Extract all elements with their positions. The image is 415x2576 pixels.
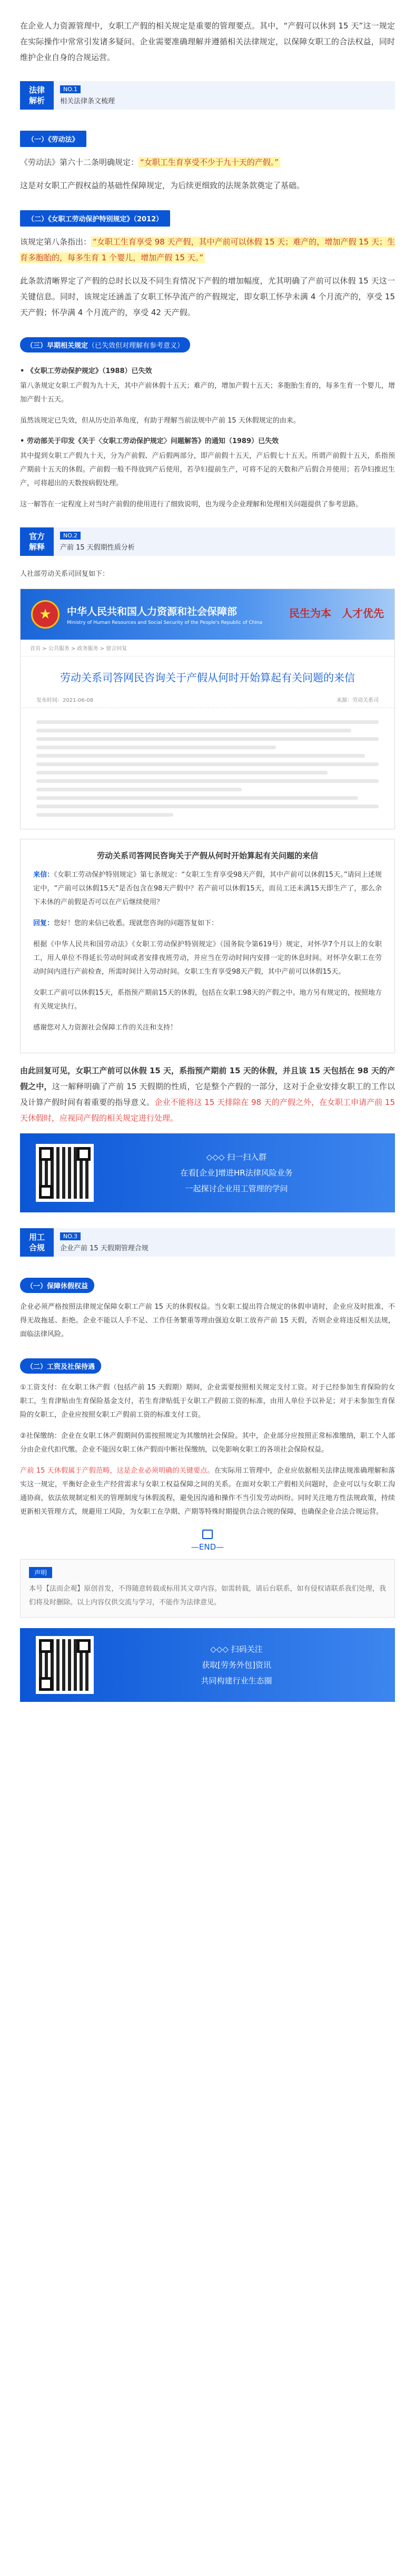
intro-paragraph: 在企业人力资源管理中，女职工产假的相关规定是重要的管理要点。其中，“产假可以休到 15 天”这一规定在实际操作中常常引发诸多疑问。企业需要准确理解并遵循相关法律规定，以保障女职工的合法权益，同时维护企业自身的合规运营。: [20, 21, 395, 62]
wage-paragraph: ①工资支付：在女职工休产假（包括产前 15 天假期）期间，企业需要按照相关规定支付工资。对于已经参加生育保险的女职工，生育津贴由生育保险基金支付，若生育津贴低于女职工产假前工资的标准，由用人单位予以补足；对于未参加生育保险的女职工，企业应按照女职工产假前工资的标准支付工资。: [20, 1384, 395, 1419]
breadcrumb: 首页 > 公共服务 > 政务服务 > 留言回复: [21, 640, 394, 657]
reply-paragraph: 女职工产前可以休假15天，系指预产期前15天的休假，包括在女职工98天的产假之中。地方另有规定的，按照地方有关规定执行。: [33, 989, 382, 1011]
official-letter-screenshot: [20, 589, 395, 829]
official-reply-intro: 人社部劳动关系司回复如下：: [20, 570, 110, 578]
promo-line: 一起探讨企业用工管理的学问: [185, 1184, 288, 1193]
reply-text-card: [20, 839, 395, 1053]
national-emblem-icon: ★: [31, 600, 60, 629]
reply-paragraph: 感谢您对人力资源社会保障工作的关注和支持！: [33, 1024, 177, 1032]
section-header-3: [20, 1228, 395, 1257]
section-subtitle: 企业产前 15 天假期管理合规: [60, 1245, 149, 1252]
promo-line: ◇◇◇ 扫一扫入群: [206, 1152, 267, 1162]
insurance-paragraph: ②社保缴纳：企业在女职工休产假期间仍需按照规定为其缴纳社会保险。其中，企业部分应按照正常标准缴纳，职工个人部分由企业代扣代缴。企业不能因女职工休产假而中断社保缴纳，以免影响女职工的各项社会保险权益。: [20, 1432, 395, 1454]
reply-summary: 由此回复可见，女职工产前可以休假 15 天，系指预产期前 15 天的休假，并且该 15 天包括在 98 天的产假之中，这一解释明确了产前 15 天假期的性质，它是整个产假的一部分，这对于企业安排女职工的工作以及计算产假时间有着重要的指导意义。企业不能将这 15 天排除在 98 天的产假之外，在女职工申请产前 15 天休假时，应视同产假的相关规定进行处理。: [20, 1066, 395, 1123]
subheading-early-rules: （三）早期相关规定（已失效但对理解有参考意义）: [20, 337, 190, 352]
declaration-tag: 声明: [29, 1567, 52, 1578]
reply-card-title: 劳动关系司答网民咨询关于产假从何时开始算起有关问题的来信: [96, 851, 318, 860]
ministry-name: 中华人民共和国人力资源和社会保障部: [67, 605, 238, 618]
section-label: 法律 解析: [20, 81, 54, 110]
inquiry-paragraph: 来信：《女职工劳动保护特别规定》第七条规定：“女职工生育享受98天产假，其中产前可以休假15天。”请问上述规定中，“产前可以休假15天”是否包含在98天产假中？若产前可以休假15天，而员工还未满15天即生产了，那么余下未休的产前假是否可以在产后继续使用？: [33, 871, 382, 906]
qr-code: [36, 1636, 94, 1694]
reply-paragraph: 回复：您好！您的来信已收悉。现就您咨询的问题答复如下：: [33, 919, 219, 927]
ministry-banner: [21, 589, 394, 640]
paragraph-1988-rules: 第八条规定女职工产假为九十天，其中产前休假十五天；难产的，增加产假十五天；多胞胎生育的，每多生育一个婴儿，增加产假十五天。: [20, 382, 395, 404]
letter-date: 发布时间：2021-06-08: [36, 698, 94, 703]
labor-law-quote: “女职工生育享受不少于九十天的产假。”: [139, 157, 280, 168]
subheading-leave-rights: （一）保障休假权益: [20, 1278, 94, 1293]
section-label: 用工 合规: [20, 1228, 54, 1257]
subheading-special-provisions: （二）《女职工劳动保护特别规定》（2012）: [20, 210, 170, 227]
ministry-slogan: 民生为本 人才优先: [289, 607, 384, 620]
bullet-1988-rules: • 《女职工劳动保护规定》（1988）已失效: [20, 367, 152, 375]
section-header-1: [20, 81, 395, 110]
promo-line: 获取[劳务外包]资讯: [202, 1660, 271, 1670]
flower-icon: [202, 1530, 213, 1539]
paragraph-1989-note: 这一解答在一定程度上对当时产前假的使用进行了细致说明，也为现今企业理解和处理相关问题提供了参考思路。: [20, 501, 363, 508]
section-label: 官方 解释: [20, 527, 54, 556]
section-number: NO.2: [60, 532, 81, 540]
section-number: NO.1: [60, 85, 81, 93]
leave-rights-paragraph: 企业必须严格按照法律规定保障女职工产前 15 天的休假权益。当女职工提出符合规定的休假申请时，企业应及时批准，不得无故拖延、拒绝。企业不能以人手不足、工作任务繁重等理由强迫女职工放弃产前 15 天假，否则企业将违反相关法规，面临法律风险。: [20, 1303, 395, 1338]
subheading-labor-law: （一）《劳动法》: [20, 131, 86, 147]
paragraph-1988-note: 虽然该规定已失效，但从历史沿革角度，有助于理解当前法规中产前 15 天休假规定的由来。: [20, 417, 300, 425]
end-marker: —END—: [20, 1530, 395, 1552]
follow-promo-banner[interactable]: [20, 1628, 395, 1702]
promo-line: ◇◇◇ 扫码关注: [210, 1644, 263, 1654]
section-subtitle: 产前 15 天假期性质分析: [60, 544, 135, 552]
letter-title: 劳动关系司答网民咨询关于产假从何时开始算起有关问题的来信: [60, 671, 355, 684]
declaration-box: [20, 1559, 395, 1618]
conclusion-paragraph: 产前 15 天休假属于产假范畴，这是企业必须明确的关键要点。在实际用工管理中，企业应依据相关法律法规准确理解和落实这一规定，平衡好企业生产经营需求与女职工权益保障之间的关系。在面对女职工产假相关问题时，企业可以与女职工沟通协商，依法依规制定相关的管理制度与休假流程，避免因沟通和操作不当引发劳动纠纷。同时关注地方性法规政策，持续更新相关管理方式，规避用工风险，为女职工在孕期、产期等特殊时期提供合法合规的保障，也确保企业合法合规运营。: [20, 1467, 395, 1516]
section-header-2: [20, 527, 395, 556]
promo-line: 在看[企业]增进HR法律风险业务: [180, 1168, 293, 1178]
section-subtitle: 相关法律条文梳理: [60, 97, 115, 105]
special-provisions-note: 此条款清晰界定了产假的总时长以及不同生育情况下产假的增加幅度，尤其明确了产前可以休假 15 天这一关键信息。同时，该规定还涵盖了女职工怀孕流产的产假规定，即女职工怀孕未满 4 个月流产的，享受 15 天产假；怀孕满 4 个月流产的，享受 42 天产假。: [20, 276, 395, 317]
group-promo-banner[interactable]: [20, 1133, 395, 1212]
section-number: NO.3: [60, 1232, 81, 1240]
bullet-1989-notice: • 劳动部关于印发《关于〈女职工劳动保护规定〉问题解答》的通知（1989）已失效: [20, 437, 279, 445]
letter-source: 来源：劳动关系司: [337, 698, 379, 703]
declaration-text: 本号【法而企观】原创首发，不得随意转载或标用其文章内容。如需转载，请后台联系，如有侵权请联系我们处理，我们将及时删除。以上内容仅供交流与学习，不能作为法律意见。: [29, 1585, 386, 1607]
special-provisions-paragraph: 该规定第八条指出： “女职工生育享受 98 天产假，其中产前可以休假 15 天；难产的，增加产假 15 天；生育多胞胎的，每多生育 1 个婴儿，增加产假 15 天。”: [20, 237, 395, 262]
promo-line: 共同构建行业生态圈: [201, 1676, 272, 1686]
reply-paragraph: 根据《中华人民共和国劳动法》《女职工劳动保护特别规定》（国务院令第619号）规定，对怀孕7个月以上的女职工，用人单位不得延长劳动时间或者安排夜班劳动，并应当在劳动时间内安排一定的休息时间。对怀孕女职工在劳动时间内进行产前检查，所需时间计入劳动时间。女职工生育享受98天产假，其中产前可以休假15天。: [33, 941, 382, 976]
labor-law-note: 这是对女职工产假权益的基础性保障规定，为后续更细致的法规条款奠定了基础。: [20, 181, 305, 190]
paragraph-1989-notice: 其中提到女职工产假九十天，分为产前假、产后假两部分，即产前假十五天，产后假七十五天。所谓产前假十五天，系指预产期前十五天的休假。产前假一般不得放到产后使用，若孕妇提前生产，可将不足的天数和产后假合并使用；若孕妇推迟生产，可将超出的天数按病假处理。: [20, 452, 395, 487]
ministry-name-en: Ministry of Human Resources and Social Security of the People's Republic of China: [67, 620, 263, 625]
special-provisions-quote: “女职工生育享受 98 天产假，其中产前可以休假 15 天；难产的，增加产假 15 天；生育多胞胎的，每多生育 1 个婴儿，增加产假 15 天。”: [20, 237, 395, 262]
labor-law-paragraph: 《劳动法》第六十二条明确规定： “女职工生育享受不少于九十天的产假。”: [20, 154, 395, 170]
qr-code: [36, 1144, 94, 1202]
letter-body-preview: [21, 708, 394, 829]
subheading-wage-insurance: （二）工资及社保待遇: [20, 1358, 101, 1374]
